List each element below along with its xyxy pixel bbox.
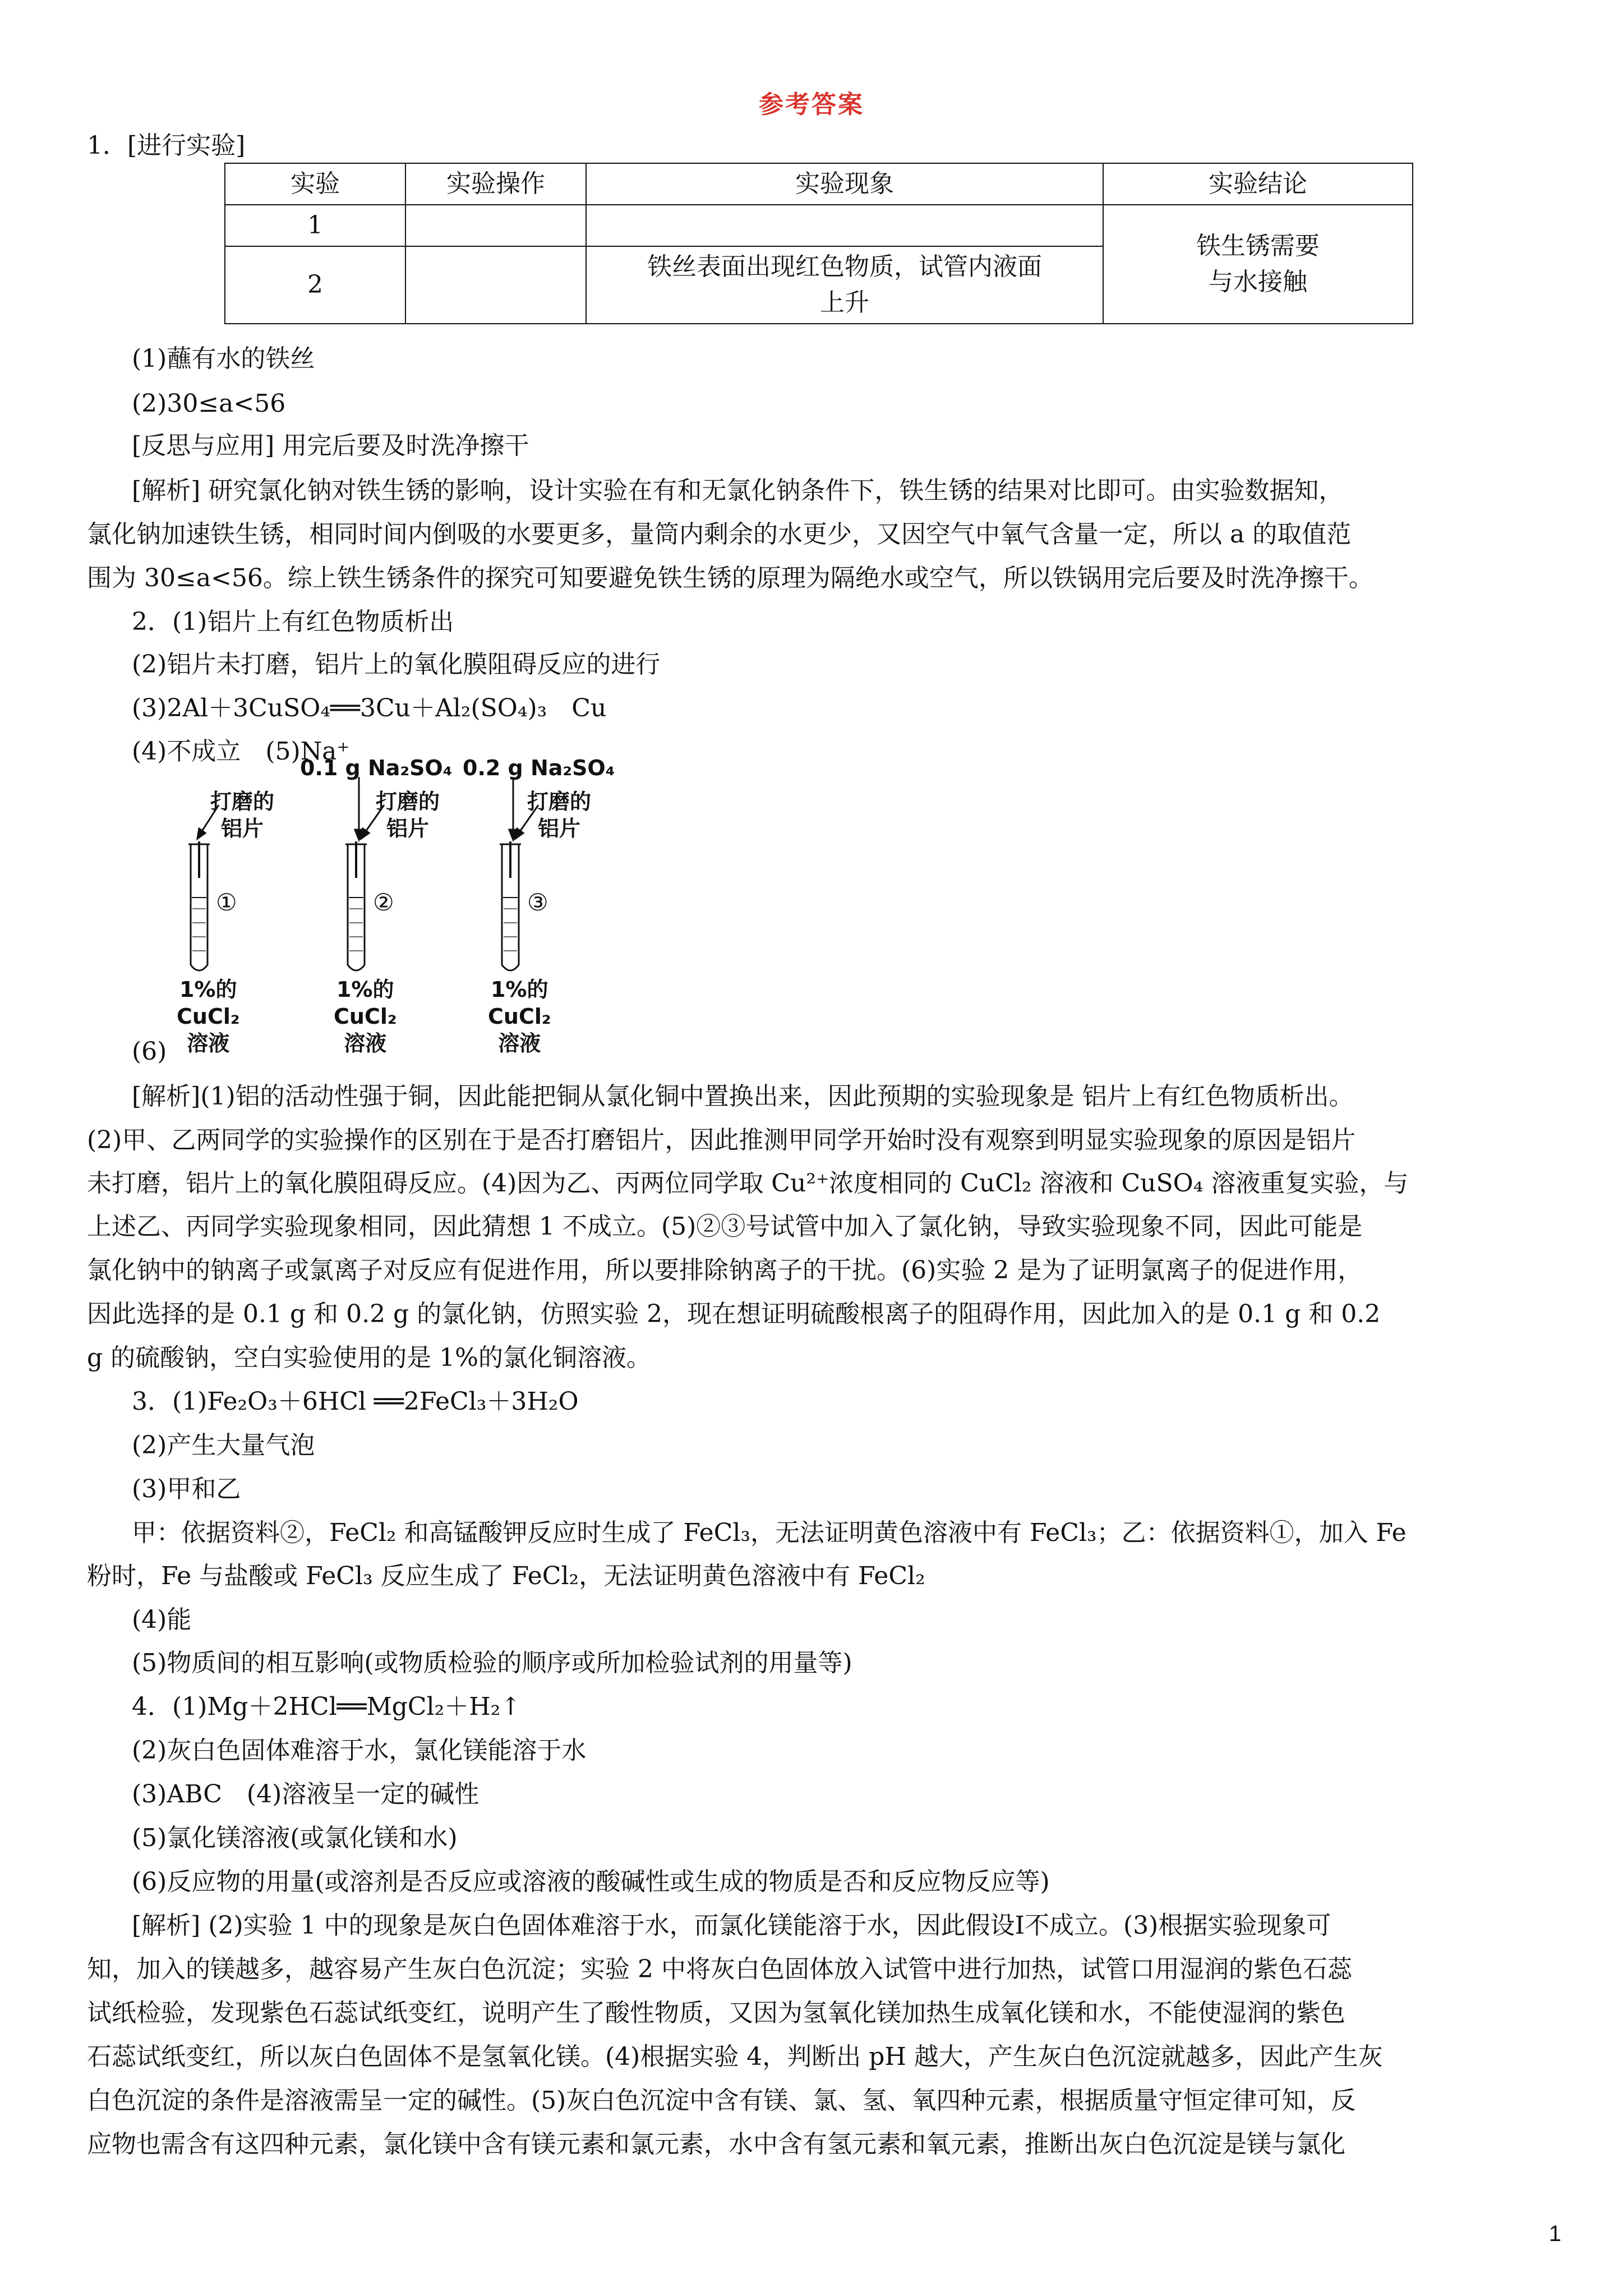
q3-answer-3: (3)甲和乙 [132, 1475, 241, 1503]
table-cell [586, 205, 1103, 246]
q2-analysis-line: 氯化钠中的钠离子或氯离子对反应有促进作用，所以要排除钠离子的干扰。(6)实验 2 是为了证明氯离子的促进作用， [87, 1256, 1363, 1285]
phenomenon-line: 铁丝表面出现红色物质，试管内液面 [647, 252, 1042, 281]
table-header: 实验操作 [405, 163, 586, 205]
diagram-top-label: 0.1 g Na₂SO₄ [300, 756, 453, 780]
q2-analysis-line: 因此选择的是 0.1 g 和 0.2 g 的氯化钠，仿照实验 2，现在想证明硫酸根离子的阻碍作用，因此加入的是 0.1 g 和 0.2 [87, 1300, 1381, 1328]
q1-analysis-line: 氯化钠加速铁生锈，相同时间内倒吸的水要更多，量筒内剩余的水更少，又因空气中氧气含量一定，所以 a 的取值范 [87, 520, 1352, 549]
q1-heading: 1．[进行实验] [87, 131, 246, 160]
q4-analysis-line: 白色沉淀的条件是溶液需呈一定的碱性。(5)灰白色沉淀中含有镁、氯、氢、氧四种元素，根据质量守恒定律可知，反 [87, 2086, 1356, 2115]
table-header-row [225, 163, 1413, 205]
table-cell [405, 205, 586, 246]
q1-analysis-line: [解析] 研究氯化钠对铁生锈的影响，设计实验在有和无氯化钠条件下，铁生锈的结果对比即可。由实验数据知， [132, 476, 1344, 505]
metal-label: 打磨的 铝片 [376, 789, 440, 841]
table-cell: 2 [225, 246, 405, 324]
q2-answer-3: (3)2Al＋3CuSO₄══3Cu＋Al₂(SO₄)₃ Cu [132, 694, 607, 723]
q3-answer-1: 3．(1)Fe₂O₃＋6HCl ══2FeCl₃＋3H₂O [132, 1387, 579, 1416]
q4-analysis-line: 试纸检验，发现紫色石蕊试纸变红，说明产生了酸性物质，又因为氢氧化镁加热生成氧化镁和水，不能使湿润的紫色 [87, 1999, 1345, 2027]
tube-number: ② [373, 889, 394, 916]
tube-number: ① [216, 889, 237, 916]
q2-answer-4-5: (4)不成立 (5)Na⁺ [132, 737, 350, 766]
q2-analysis-line: 上述乙、丙同学实验现象相同，因此猜想 1 不成立。(5)②③号试管中加入了氯化钠，导致实验现象不同，因此可能是 [87, 1212, 1363, 1241]
table-header: 实验 [225, 163, 405, 205]
experiment-table [224, 163, 1413, 324]
table-cell [405, 246, 586, 324]
q2-answer-2: (2)铝片未打磨，铝片上的氧化膜阻碍反应的进行 [132, 650, 661, 679]
q2-analysis-line: g 的硫酸钠，空白实验使用的是 1%的氯化铜溶液。 [87, 1343, 651, 1372]
q4-answer-2: (2)灰白色固体难溶于水，氯化镁能溶于水 [132, 1736, 587, 1765]
table-header: 实验现象 [586, 163, 1103, 205]
q2-analysis-line: [解析](1)铝的活动性强于铜，因此能把铜从氯化铜中置换出来，因此预期的实验现象是 铝片上有红色物质析出。 [132, 1082, 1354, 1111]
q4-answer-5: (5)氯化镁溶液(或氯化镁和水) [132, 1824, 458, 1852]
q2-analysis-line: (2)甲、乙两同学的实验操作的区别在于是否打磨铝片，因此推测甲同学开始时没有观察到明显实验现象的原因是铝片 [87, 1126, 1356, 1154]
q4-answer-3-4: (3)ABC (4)溶液呈一定的碱性 [132, 1780, 479, 1809]
table-header: 实验结论 [1103, 163, 1413, 205]
metal-label: 打磨的 铝片 [527, 789, 592, 841]
q3-answer-2: (2)产生大量气泡 [132, 1431, 315, 1460]
q4-answer-6: (6)反应物的用量(或溶剂是否反应或溶液的酸碱性或生成的物质是否和反应物反应等) [132, 1867, 1050, 1896]
test-tube-diagram [168, 754, 628, 1069]
diagram-top-label: 0.2 g Na₂SO₄ [463, 756, 615, 780]
q3-answer-4: (4)能 [132, 1605, 192, 1634]
phenomenon-line: 上升 [820, 288, 869, 317]
q4-analysis-line: 知，加入的镁越多，越容易产生灰白色沉淀；实验 2 中将灰白色固体放入试管中进行加热，试管口用湿润的紫色石蕊 [87, 1955, 1352, 1984]
conclusion-line: 与水接触 [1209, 268, 1307, 296]
q4-answer-1: 4．(1)Mg＋2HCl══MgCl₂＋H₂↑ [132, 1692, 522, 1721]
q4-analysis-line: 石蕊试纸变红，所以灰白色固体不是氢氧化镁。(4)根据实验 4，判断出 pH 越大，产生灰白色沉淀就越多，因此产生灰 [87, 2042, 1383, 2071]
conclusion-line: 铁生锈需要 [1196, 232, 1320, 260]
table-cell: 1 [225, 205, 405, 246]
page-title: 参考答案 [759, 90, 864, 119]
tube-number: ③ [527, 889, 548, 916]
table-cell [586, 246, 1103, 324]
q1-answer-2: (2)30≤a<56 [132, 389, 286, 418]
q4-analysis-line: [解析] (2)实验 1 中的现象是灰白色固体难溶于水，而氯化镁能溶于水，因此假设Ⅰ不成立。(3)根据实验现象可 [132, 1911, 1331, 1940]
q1-analysis-line: 围为 30≤a<56。综上铁生锈条件的探究可知要避免铁生锈的原理为隔绝水或空气，所以铁锅用完后要及时洗净擦干。 [87, 564, 1373, 592]
q1-reflection: [反思与应用] 用完后要及时洗净擦干 [132, 431, 529, 460]
q3-reason-line: 粉时，Fe 与盐酸或 FeCl₃ 反应生成了 FeCl₂，无法证明黄色溶液中有 FeCl₂ [87, 1562, 925, 1590]
solution-label: 1%的 CuCl₂ 溶液 [488, 977, 551, 1056]
q2-answer-1: 2．(1)铝片上有红色物质析出 [132, 608, 454, 636]
solution-label: 1%的 CuCl₂ 溶液 [177, 977, 240, 1056]
solution-label: 1%的 CuCl₂ 溶液 [334, 977, 397, 1056]
page-number: 1 [1548, 2221, 1561, 2246]
q3-answer-5: (5)物质间的相互影响(或物质检验的顺序或所加检验试剂的用量等) [132, 1649, 852, 1677]
metal-label: 打磨的 铝片 [210, 789, 275, 841]
q4-analysis-line: 应物也需含有这四种元素，氯化镁中含有镁元素和氯元素，水中含有氢元素和氧元素，推断出灰白色沉淀是镁与氯化 [87, 2130, 1345, 2159]
q2-answer-6: (6) [132, 1037, 167, 1066]
q1-answer-1: (1)蘸有水的铁丝 [132, 344, 315, 373]
q3-reason-line: 甲：依据资料②，FeCl₂ 和高锰酸钾反应时生成了 FeCl₃，无法证明黄色溶液中有 FeCl₃；乙：依据资料①，加入 Fe [132, 1519, 1407, 1547]
table-cell-conclusion [1103, 205, 1413, 324]
table-row [225, 205, 1413, 246]
q2-analysis-line: 未打磨，铝片上的氧化膜阻碍反应。(4)因为乙、丙两位同学取 Cu²⁺浓度相同的 CuCl₂ 溶液和 CuSO₄ 溶液重复实验，与 [87, 1169, 1409, 1198]
